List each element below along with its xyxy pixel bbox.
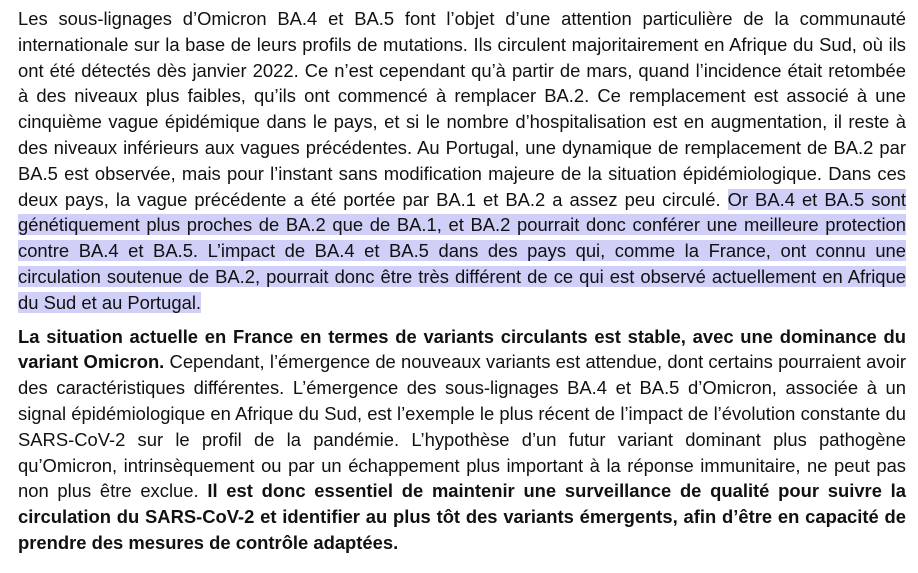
- document-page: [18, 6, 906, 556]
- paragraph-2-bold-intro: La situation actuelle en France en termes de variants circulants est stable, avec une dominance du variant Omicron.: [18, 325, 906, 373]
- paragraph-omicron-sublineages: [18, 6, 906, 316]
- paragraph-2-text: Cependant, l’émergence de nouveaux variants est attendue, dont certains pourraient avoir des caractéristiques différentes. L’émergence des sous-lignages BA.4 et BA.5 d’Omicron, associée à un signal épidémiologique en Afrique du Sud, est l’exemple le plus récent de l’impact de l’évolution constante du SARS-CoV-2 sur le profil de la pandémie. L’hypothèse d’un futur variant dominant plus pathogène qu’Omicron, intrinsèquement ou par un échappement plus important à la réponse immunitaire, ne peut pas non plus être exclue.: [18, 351, 906, 502]
- highlighted-text-selection[interactable]: Or BA.4 et BA.5 sont génétiquement plus proches de BA.2 que de BA.1, et BA.2 pourrait donc conférer une meilleure protection contre BA.4 et BA.5. L’impact de BA.4 et BA.5 dans des pays qui, comme la France, ont connu une circulation soutenue de BA.2, pourrait donc être très différent de ce qui est observé actuellement en Afrique du Sud et au Portugal.: [18, 188, 906, 313]
- paragraph-france-situation: [18, 324, 906, 556]
- paragraph-1-text: Les sous-lignages d’Omicron BA.4 et BA.5 font l’objet d’une attention particulière de la communauté internationale sur la base de leurs profils de mutations. Ils circulent majoritairement en Afrique du Sud, où ils ont été détectés dès janvier 2022. Ce n’est cependant qu’à partir de mars, quand l’incidence était retombée à des niveaux plus faibles, qu’ils ont commencé à remplacer BA.2. Ce remplacement est associé à une cinquième vague épidémique dans le pays, et si le nombre d’hospitalisation est en augmentation, il reste à des niveaux inférieurs aux vagues précédentes. Au Portugal, une dynamique de remplacement de BA.2 par BA.5 est observée, mais pour l’instant sans modification majeure de la situation épidémiologique. Dans ces deux pays, la vague précédente a été portée par BA.1 et BA.2 a assez peu circulé.: [18, 8, 906, 210]
- paragraph-2-bold-conclusion: Il est donc essentiel de maintenir une surveillance de qualité pour suivre la circulation du SARS-CoV-2 et identifier au plus tôt des variants émergents, afin d’être en capacité de prendre des mesures de contrôle adaptées.: [18, 480, 907, 553]
